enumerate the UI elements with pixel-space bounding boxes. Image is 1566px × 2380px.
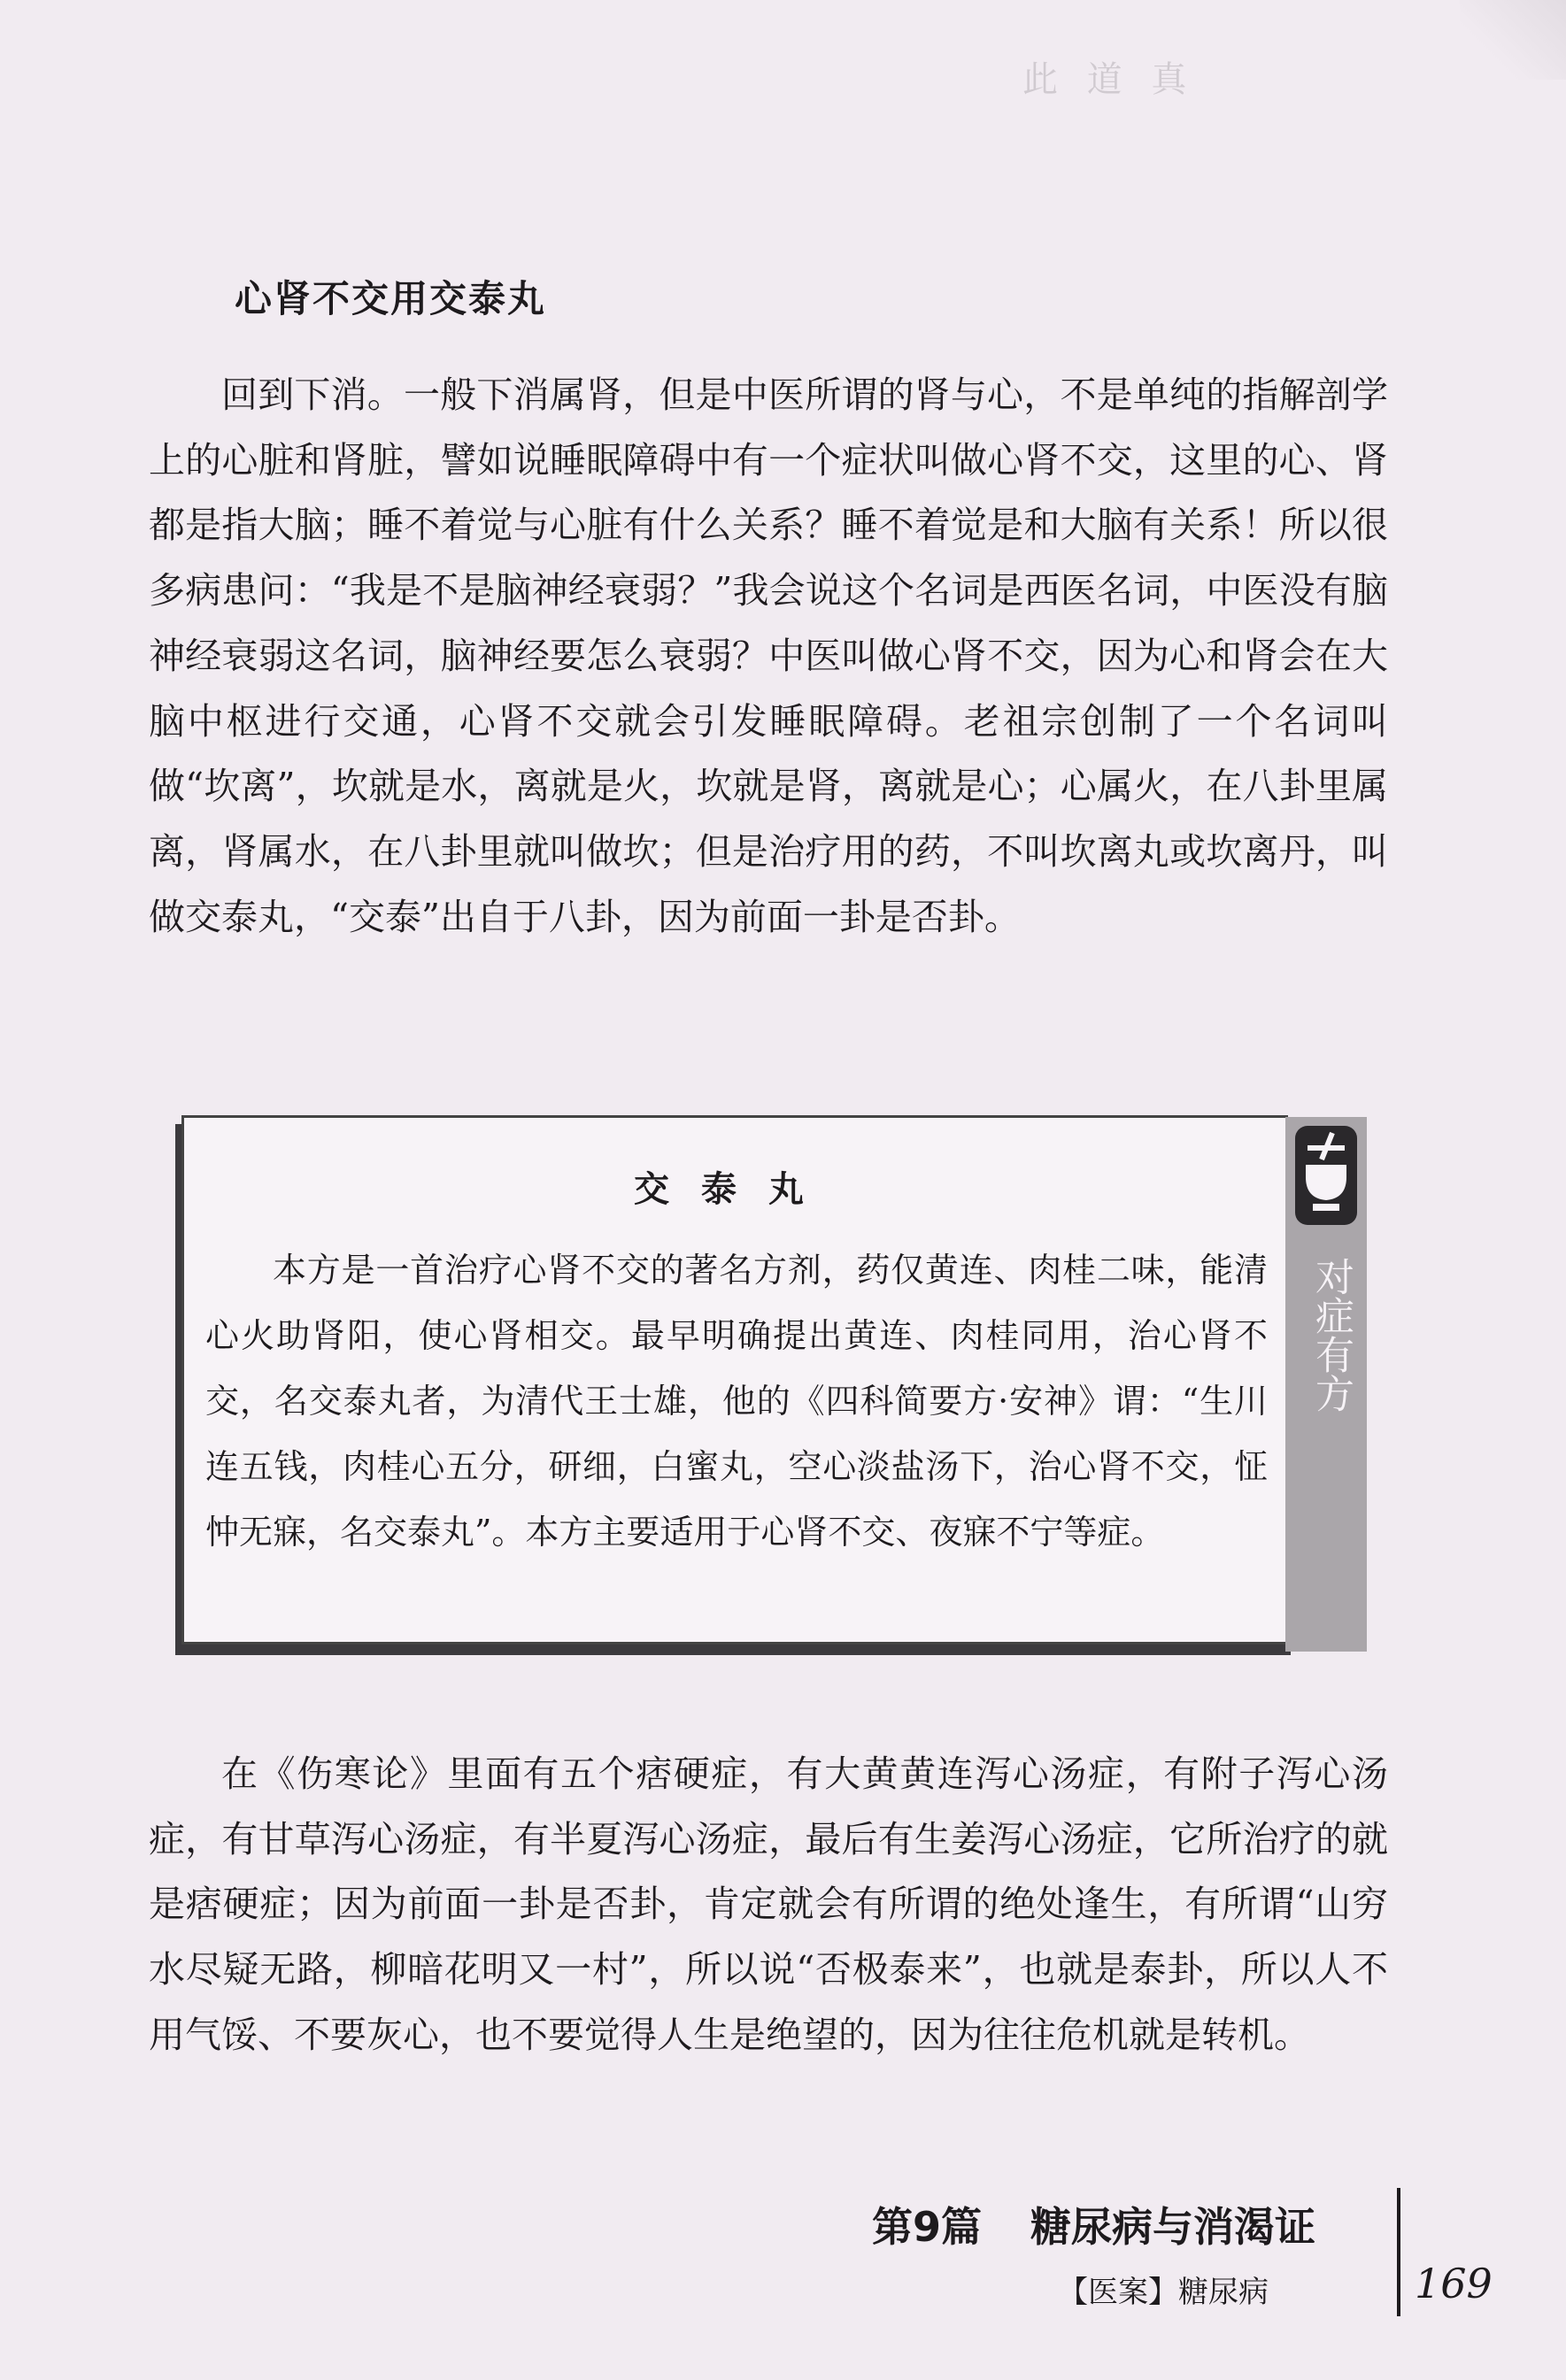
footer-part-number: 第9篇 [872, 2203, 983, 2251]
page-corner-shadow [1460, 0, 1566, 80]
sidebar-box-title: 交泰丸 [634, 1169, 836, 1210]
running-footer-subtitle: 【医案】糖尿病 [1058, 2275, 1269, 2310]
body-paragraph-1 [149, 363, 1388, 950]
page-number: 169 [1415, 2260, 1493, 2307]
mortar-pestle-icon [1295, 1126, 1357, 1225]
bleed-through-header: 此 道 真 [1022, 59, 1196, 100]
section-heading: 心肾不交用交泰丸 [235, 277, 547, 320]
footer-part-title: 糖尿病与消渴证 [1030, 2203, 1316, 2251]
paragraph-text: 在《伤寒论》里面有五个痞硬症，有大黄黄连泻心汤症，有附子泻心汤症，有甘草泻心汤症，有半夏泻心汤症，最后有生姜泻心汤症，它所治疗的就是痞硬症；因为前面一卦是否卦，肯定就会有所谓的绝处逢生，有所谓“山穷水尽疑无路，柳暗花明又一村”，所以说“否极泰来”，也就是泰卦，所以人不用气馁、不要灰心，也不要觉得人生是绝望的，因为往往危机就是转机。 [149, 1752, 1388, 2056]
paragraph-text: 回到下消。一般下消属肾，但是中医所谓的肾与心，不是单纯的指解剖学上的心脏和肾脏，譬如说睡眠障碍中有一个症状叫做心肾不交，这里的心、肾都是指大脑；睡不着觉与心脏有什么关系？睡不着觉是和大脑有关系！所以很多病患问：“我是不是脑神经衰弱？”我会说这个名词是西医名词，中医没有脑神经衰弱这名词，脑神经要怎么衰弱？中医叫做心肾不交，因为心和肾会在大脑中枢进行交通，心肾不交就会引发睡眠障碍。老祖宗创制了一个名词叫做“坎离”，坎就是水，离就是火，坎就是肾，离就是心；心属火，在八卦里属离，肾属水，在八卦里就叫做坎；但是治疗用的药，不叫坎离丸或坎离丹，叫做交泰丸，“交泰”出自于八卦，因为前面一卦是否卦。 [149, 374, 1388, 938]
sidebar-box-text: 本方是一首治疗心肾不交的著名方剂，药仅黄连、肉桂二味，能清心火助肾阳，使心肾相交。最早明确提出黄连、肉桂同用，治心肾不交，名交泰丸者，为清代王士雄，他的《四科简要方·安神》谓：“生川连五钱，肉桂心五分，研细，白蜜丸，空心淡盐汤下，治心肾不交，怔忡无寐，名交泰丸”。本方主要适用于心肾不交、夜寐不宁等症。 [205, 1251, 1268, 1552]
sidebar-box-body [205, 1237, 1268, 1565]
sidebar-tab-label: 对症有方 [1308, 1257, 1354, 1413]
footer-divider [1397, 2188, 1400, 2316]
running-footer-title [872, 2195, 1315, 2253]
body-paragraph-2 [149, 1742, 1388, 2068]
